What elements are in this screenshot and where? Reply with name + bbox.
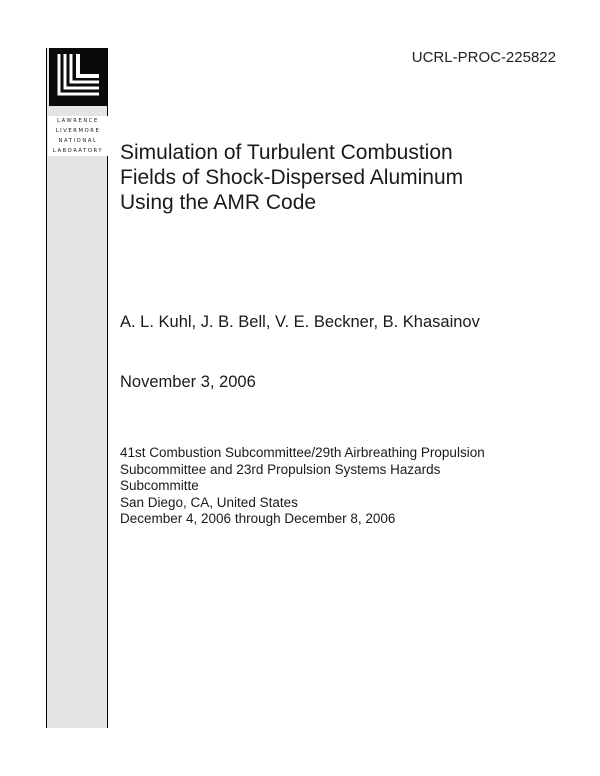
conference-line: Subcommittee and 23rd Propulsion Systems Hazards (120, 461, 441, 477)
lab-name-line: LIVERMORE (55, 128, 101, 134)
lab-name-line: NATIONAL (58, 138, 98, 144)
lab-name (48, 116, 108, 156)
lab-name-line: LAWRENCE (57, 118, 99, 124)
llnl-logo-icon (49, 48, 107, 106)
conference-line: Subcommitte (120, 478, 199, 493)
authors: A. L. Kuhl, J. B. Bell, V. E. Beckner, B. Khasainov (120, 313, 480, 331)
conference-line: December 4, 2006 through December 8, 2006 (120, 511, 396, 526)
conference-line: 41st Combustion Subcommittee/29th Airbreathing Propulsion (120, 445, 485, 460)
conference-info (120, 445, 485, 528)
title-line: Using the AMR Code (120, 191, 317, 214)
conference-line: San Diego, CA, United States (120, 494, 298, 510)
report-number: UCRL-PROC-225822 (411, 49, 556, 66)
title-line: Fields of Shock-Dispersed Aluminum (120, 166, 464, 189)
title-line: Simulation of Turbulent Combustion (120, 141, 453, 164)
lab-name-line: LABORATORY (52, 148, 104, 154)
document-date: November 3, 2006 (120, 373, 256, 391)
document-title (120, 140, 560, 215)
